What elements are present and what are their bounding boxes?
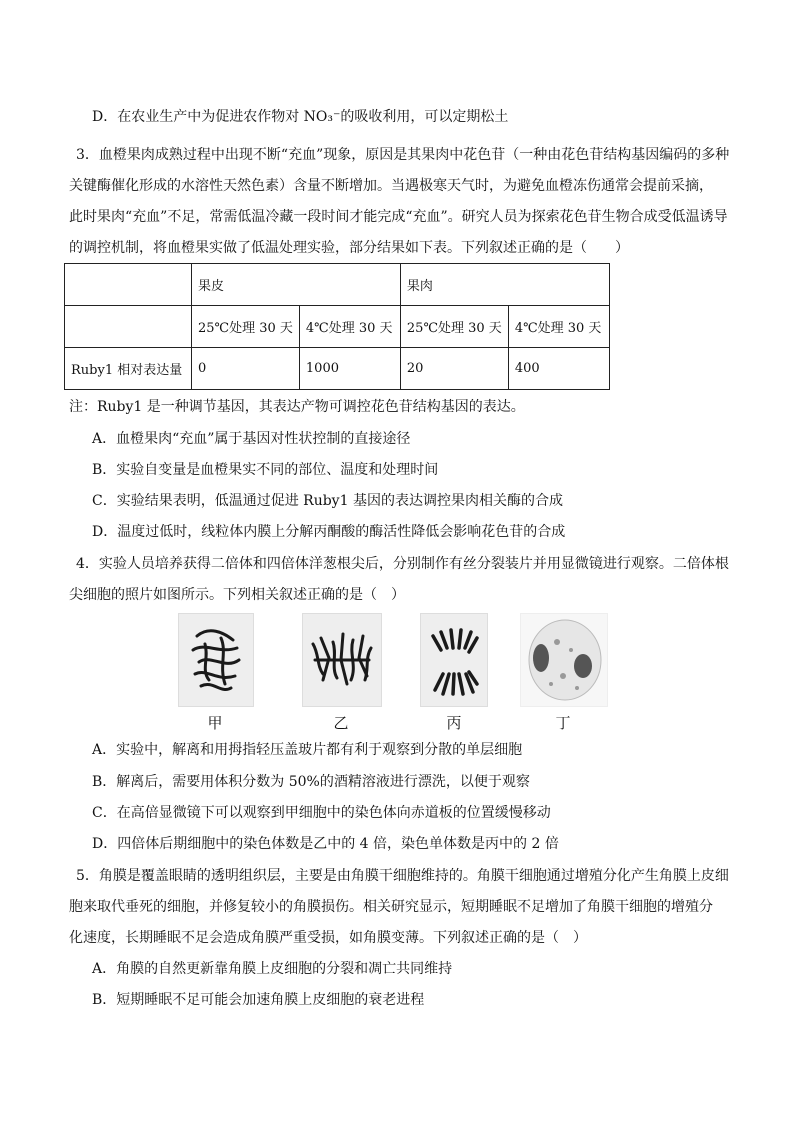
q3-stem-line-1: 3．血橙果肉成熟过程中出现不断“充血”现象，原因是其果肉中花色苷（一种由花色苷结构基因编码的多种: [76, 147, 730, 163]
table-cell: 4℃处理 30 天: [299, 306, 400, 348]
table-cell: 25℃处理 30 天: [192, 306, 300, 348]
q4-stem-line-1: 4．实验人员培养获得二倍体和四倍体洋葱根尖后，分别制作有丝分裂装片并用显微镜进行观察。二倍体根: [76, 556, 729, 572]
table-cell: [65, 264, 192, 306]
q4-option-d: D．四倍体后期细胞中的染色体数是乙中的 4 倍，染色单体数是丙中的 2 倍: [92, 836, 559, 852]
q3-option-c: C．实验结果表明，低温通过促进 Ruby1 基因的表达调控果肉相关酶的合成: [92, 493, 563, 509]
q5-option-a: A．角膜的自然更新靠角膜上皮细胞的分裂和凋亡共同维持: [92, 961, 453, 977]
table-cell: 400: [508, 348, 609, 390]
q3-stem-line-2: 关键酶催化形成的水溶性天然色素）含量不断增加。当遇极寒天气时，为避免血橙冻伤通常会提前采摘，: [69, 178, 713, 194]
micrograph-yi: [302, 613, 382, 707]
q3-option-a: A．血橙果肉“充血”属于基因对性状控制的直接途径: [92, 431, 411, 447]
figure-label-jia: 甲: [207, 714, 223, 732]
micrograph-ding: [520, 613, 608, 707]
table-header-row-2: [65, 306, 610, 348]
table-cell: 4℃处理 30 天: [508, 306, 609, 348]
q3-option-d: D．温度过低时，线粒体内膜上分解丙酮酸的酶活性降低会影响花色苷的合成: [92, 524, 566, 540]
micrograph-jia: [178, 613, 254, 707]
table-header-peel: 果皮: [192, 264, 401, 306]
table-cell: 25℃处理 30 天: [400, 306, 508, 348]
q4-option-b: B．解离后，需要用体积分数为 50%的酒精溶液进行漂洗，以便于观察: [92, 774, 530, 790]
q4-option-c: C．在高倍显微镜下可以观察到甲细胞中的染色体向赤道板的位置缓慢移动: [92, 805, 551, 821]
q5-stem-line-1: 5．角膜是覆盖眼睛的透明组织层，主要是由角膜干细胞维持的。角膜干细胞通过增殖分化产生角膜上皮细: [76, 868, 729, 884]
q3-note: 注：Ruby1 是一种调节基因，其表达产物可调控花色苷结构基因的表达。: [69, 399, 525, 415]
q4-option-a: A．实验中，解离和用拇指轻压盖玻片都有利于观察到分散的单层细胞: [92, 742, 523, 758]
table-cell: Ruby1 相对表达量: [65, 348, 192, 390]
table-cell: 20: [400, 348, 508, 390]
q5-option-b: B．短期睡眠不足可能会加速角膜上皮细胞的衰老进程: [92, 992, 425, 1008]
q3-option-b: B．实验自变量是血橙果实不同的部位、温度和处理时间: [92, 462, 439, 478]
figure-label-bing: 丙: [446, 714, 462, 732]
table-header-row-1: [65, 264, 610, 306]
figure-label-yi: 乙: [333, 714, 349, 732]
micrograph-bing: [420, 613, 488, 707]
data-table: [64, 263, 610, 390]
table-cell: 1000: [299, 348, 400, 390]
q2-option-d: D．在农业生产中为促进农作物对 NO₃⁻的吸收利用，可以定期松土: [92, 109, 509, 125]
q3-stem-line-3: 此时果肉“充血”不足，常需低温冷藏一段时间才能完成“充血”。研究人员为探索花色苷生物合成受低温诱导: [69, 209, 728, 225]
q3-stem-line-4: 的调控机制，将血橙果实做了低温处理实验，部分结果如下表。下列叙述正确的是（ ）: [69, 240, 629, 256]
q4-stem-line-2: 尖细胞的照片如图所示。下列相关叙述正确的是（ ）: [69, 587, 405, 603]
table-header-pulp: 果肉: [400, 264, 609, 306]
q5-stem-line-3: 化速度，长期睡眠不足会造成角膜严重受损，如角膜变薄。下列叙述正确的是（ ）: [69, 930, 587, 946]
figure-label-ding: 丁: [555, 714, 571, 732]
table-row: [65, 348, 610, 390]
q5-stem-line-2: 胞来取代垂死的细胞，并修复较小的角膜损伤。相关研究显示，短期睡眠不足增加了角膜干细胞的增殖分: [69, 899, 713, 915]
table-cell: [65, 306, 192, 348]
table-cell: 0: [192, 348, 300, 390]
